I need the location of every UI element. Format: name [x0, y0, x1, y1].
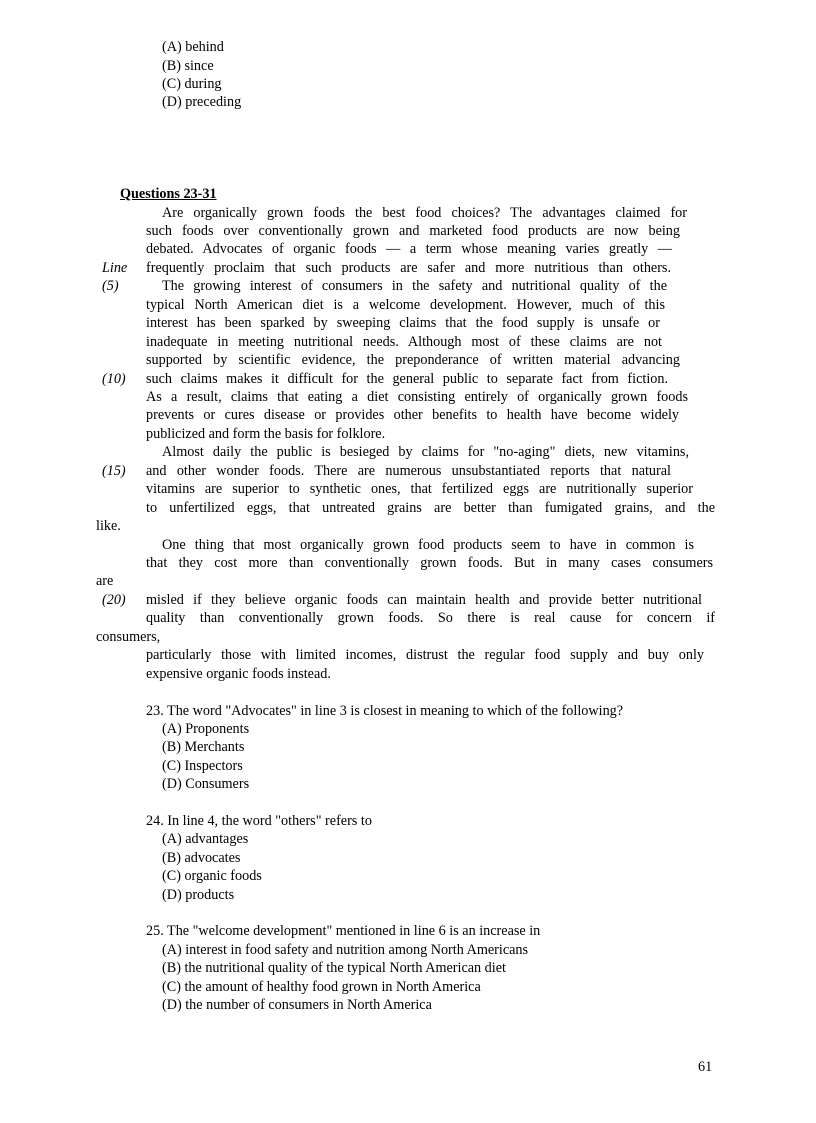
- passage-line: are: [96, 573, 114, 589]
- passage-line: expensive organic foods instead.: [146, 666, 331, 682]
- answer-option-b[interactable]: (B) Merchants: [162, 739, 245, 755]
- passage-line: typical North American diet is a welcome development. However, much of this: [146, 297, 665, 313]
- answer-option-c[interactable]: (C) organic foods: [162, 868, 262, 884]
- line-label: Line: [102, 260, 128, 276]
- passage-line: consumers,: [96, 629, 161, 645]
- page-number: 61: [698, 1059, 713, 1075]
- passage-line: The growing interest of consumers in the safety and nutritional quality of the: [162, 278, 667, 294]
- passage-line: that they cost more than conventionally grown foods. But in many cases consumers: [146, 555, 713, 571]
- passage-line: Almost daily the public is besieged by claims for "no-aging" diets, new vitamins,: [162, 444, 689, 460]
- answer-option-a[interactable]: (A) interest in food safety and nutrition among North Americans: [162, 942, 529, 958]
- answer-option-a[interactable]: (A) advantages: [162, 831, 249, 847]
- answer-option-a[interactable]: (A) Proponents: [162, 721, 250, 737]
- passage-line: and other wonder foods. There are numerous unsubstantiated reports that natural: [146, 463, 671, 479]
- answer-option-b[interactable]: (B) the nutritional quality of the typical North American diet: [162, 960, 506, 976]
- passage-line: vitamins are superior to synthetic ones, that fertilized eggs are nutritionally superior: [146, 481, 693, 497]
- passage-line: prevents or cures disease or provides other benefits to health have become widely: [146, 407, 679, 423]
- section-heading: Questions 23-31: [120, 186, 217, 202]
- question-stem: 23. The word "Advocates" in line 3 is closest in meaning to which of the following?: [146, 703, 624, 719]
- prev-option-a: (A) behind: [162, 39, 224, 55]
- passage-line: frequently proclaim that such products are safer and more nutritious than others.: [146, 260, 671, 276]
- passage-line: to unfertilized eggs, that untreated grains are better than fumigated grains, and the: [146, 500, 715, 516]
- passage-line: One thing that most organically grown food products seem to have in common is: [162, 537, 694, 553]
- question-stem: 24. In line 4, the word "others" refers to: [146, 813, 372, 829]
- line-number-10: (10): [102, 371, 126, 387]
- line-number-5: (5): [102, 278, 119, 294]
- passage-line: quality than conventionally grown foods. So there is real cause for concern if: [146, 610, 715, 626]
- prev-option-b: (B) since: [162, 58, 214, 74]
- answer-option-d[interactable]: (D) products: [162, 887, 235, 903]
- passage-line: such foods over conventionally grown and marketed food products are now being: [146, 223, 680, 239]
- passage-line: As a result, claims that eating a diet consisting entirely of organically grown foods: [146, 389, 688, 405]
- passage-line: supported by scientific evidence, the preponderance of written material advancing: [146, 352, 680, 368]
- line-number-20: (20): [102, 592, 126, 608]
- line-number-15: (15): [102, 463, 126, 479]
- passage-line: such claims makes it difficult for the general public to separate fact from fiction.: [146, 371, 668, 387]
- passage-line: particularly those with limited incomes, distrust the regular food supply and buy only: [146, 647, 704, 663]
- passage-line: debated. Advocates of organic foods — a term whose meaning varies greatly —: [146, 241, 672, 257]
- passage-line: interest has been sparked by sweeping claims that the food supply is unsafe or: [146, 315, 660, 331]
- passage-line: like.: [96, 518, 121, 534]
- passage-line: misled if they believe organic foods can maintain health and provide better nutritional: [146, 592, 702, 608]
- answer-option-d[interactable]: (D) the number of consumers in North America: [162, 997, 432, 1013]
- answer-option-d[interactable]: (D) Consumers: [162, 776, 250, 792]
- answer-option-b[interactable]: (B) advocates: [162, 850, 241, 866]
- question-stem: 25. The "welcome development" mentioned in line 6 is an increase in: [146, 923, 541, 939]
- prev-option-c: (C) during: [162, 76, 222, 92]
- answer-option-c[interactable]: (C) Inspectors: [162, 758, 243, 774]
- prev-option-d: (D) preceding: [162, 94, 242, 110]
- passage-line: inadequate in meeting nutritional needs. Although most of these claims are not: [146, 334, 662, 350]
- passage-line: Are organically grown foods the best food choices? The advantages claimed for: [162, 205, 687, 221]
- answer-option-c[interactable]: (C) the amount of healthy food grown in North America: [162, 979, 481, 995]
- passage-line: publicized and form the basis for folklore.: [146, 426, 386, 442]
